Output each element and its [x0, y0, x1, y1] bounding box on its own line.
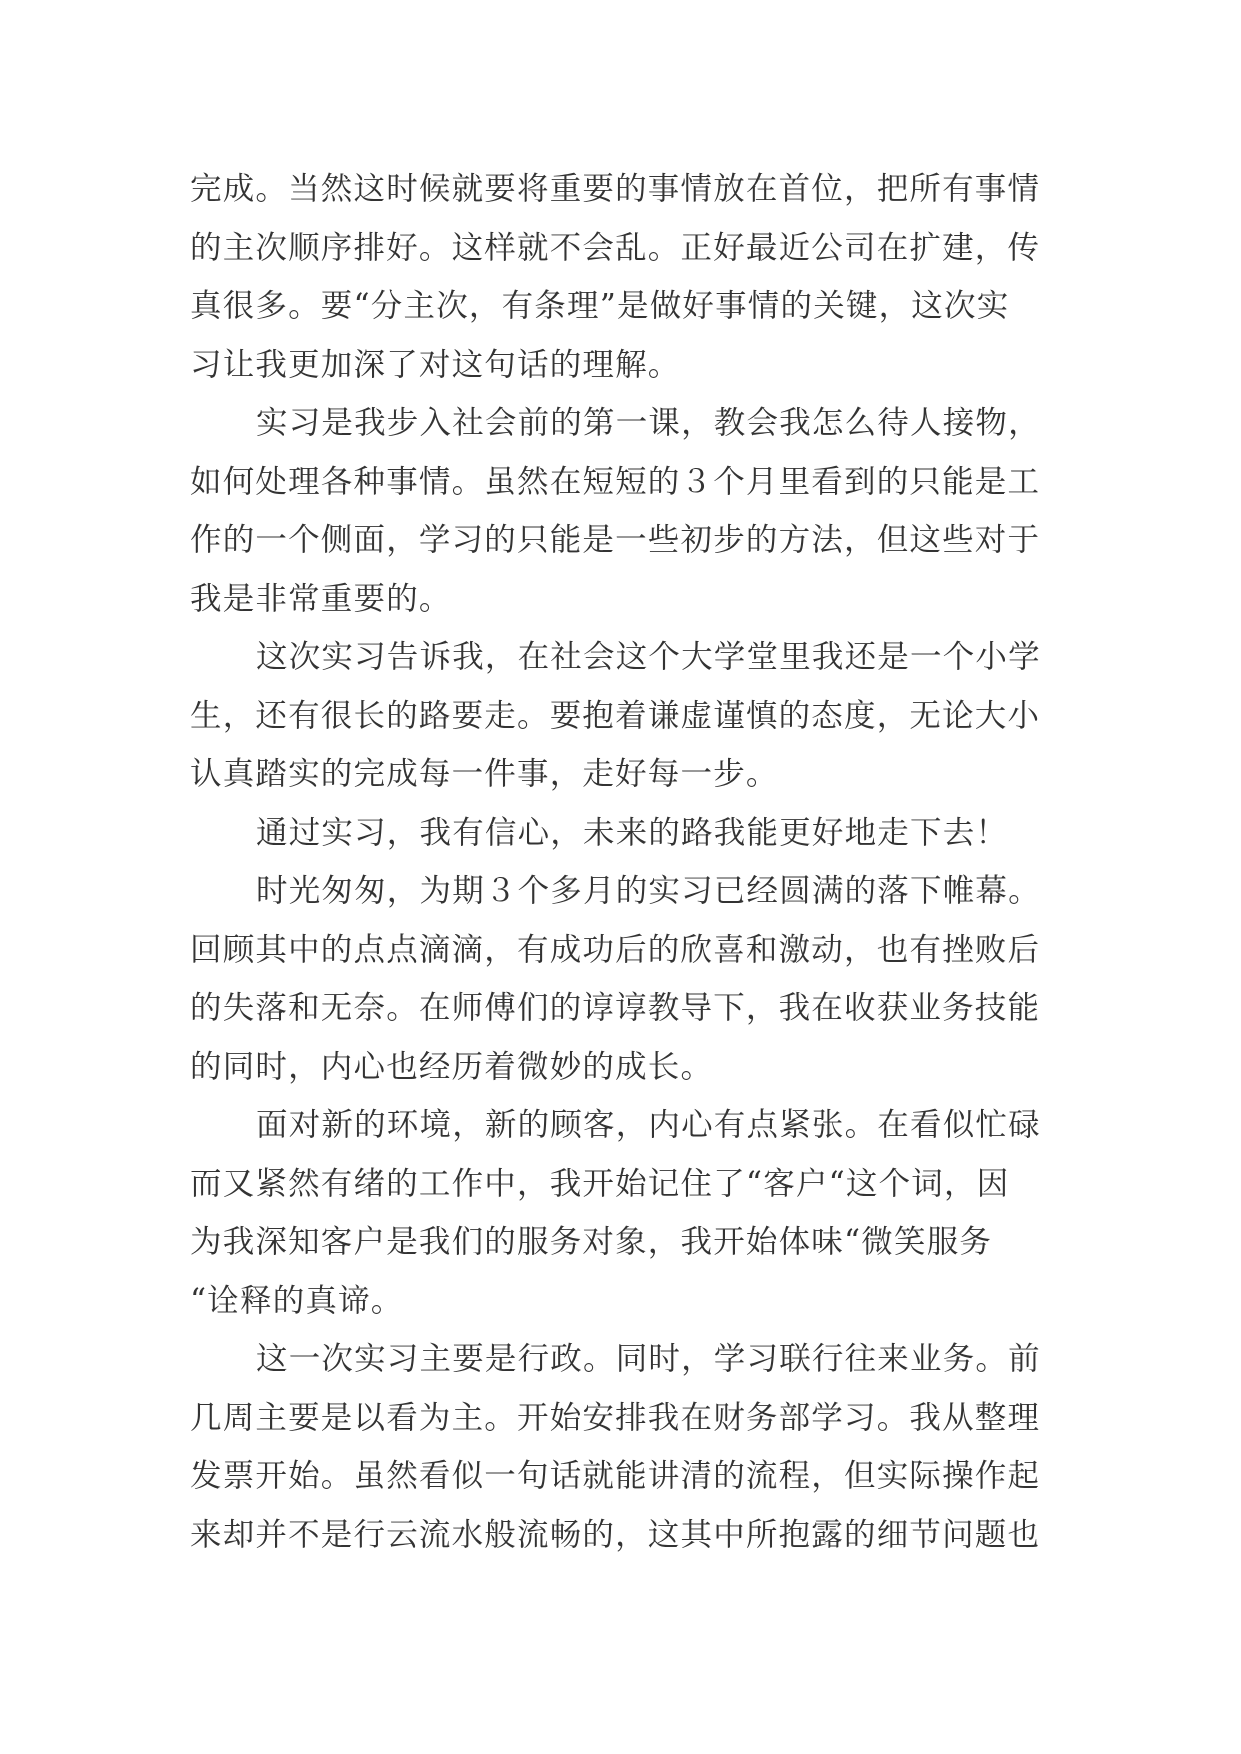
- text-line: 作的一个侧面，学习的只能是一些初步的方法，但这些对于: [190, 522, 1041, 558]
- text-line: 发票开始。虽然看似一句话就能讲清的流程，但实际操作起: [190, 1458, 1041, 1494]
- text-line: 回顾其中的点点滴滴，有成功后的欣喜和激动，也有挫败后: [190, 931, 1041, 968]
- text-line: 时光匆匆，为期３个多月的实习已经圆满的落下帷幕。: [256, 873, 1041, 909]
- text-line: 完成。当然这时候就要将重要的事情放在首位，把所有事情: [190, 171, 1041, 207]
- text-line: 通过实习，我有信心，未来的路我能更好地走下去！: [256, 814, 1009, 851]
- text-line: 而又紧然有绪的工作中，我开始记住了“客户“这个词，因: [190, 1165, 1010, 1202]
- text-line: 几周主要是以看为主。开始安排我在财务部学习。我从整理: [190, 1399, 1041, 1436]
- text-line: 如何处理各种事情。虽然在短短的３个月里看到的只能是工: [190, 463, 1041, 500]
- text-line: 我是非常重要的。: [190, 580, 452, 617]
- text-line: 来却并不是行云流水般流畅的，这其中所抱露的细节问题也: [190, 1516, 1041, 1553]
- text-line: 习让我更加深了对这句话的理解。: [190, 346, 681, 383]
- text-line: 认真踏实的完成每一件事，走好每一步。: [190, 756, 779, 792]
- text-line: 的失落和无奈。在师傅们的谆谆教导下，我在收获业务技能: [190, 990, 1041, 1026]
- text-line: 面对新的环境，新的顾客，内心有点紧张。在看似忙碌: [256, 1107, 1041, 1143]
- text-line: 为我深知客户是我们的服务对象，我开始体味“微笑服务: [190, 1224, 993, 1260]
- text-line: 的同时，内心也经历着微妙的成长。: [190, 1048, 714, 1085]
- text-line: 这次实习告诉我，在社会这个大学堂里我还是一个小学: [256, 639, 1041, 675]
- text-line: 生，还有很长的路要走。要抱着谦虚谨慎的态度，无论大小: [190, 697, 1041, 734]
- text-line: 实习是我步入社会前的第一课，教会我怎么待人接物，: [256, 405, 1041, 441]
- text-line: “诠释的真谛。: [190, 1282, 404, 1319]
- body-text: [190, 160, 1070, 1564]
- text-line: 真很多。要“分主次，有条理”是做好事情的关键，这次实: [190, 288, 1010, 324]
- text-line: 的主次顺序排好。这样就不会乱。正好最近公司在扩建，传: [190, 229, 1041, 266]
- text-line: 这一次实习主要是行政。同时，学习联行往来业务。前: [256, 1341, 1041, 1377]
